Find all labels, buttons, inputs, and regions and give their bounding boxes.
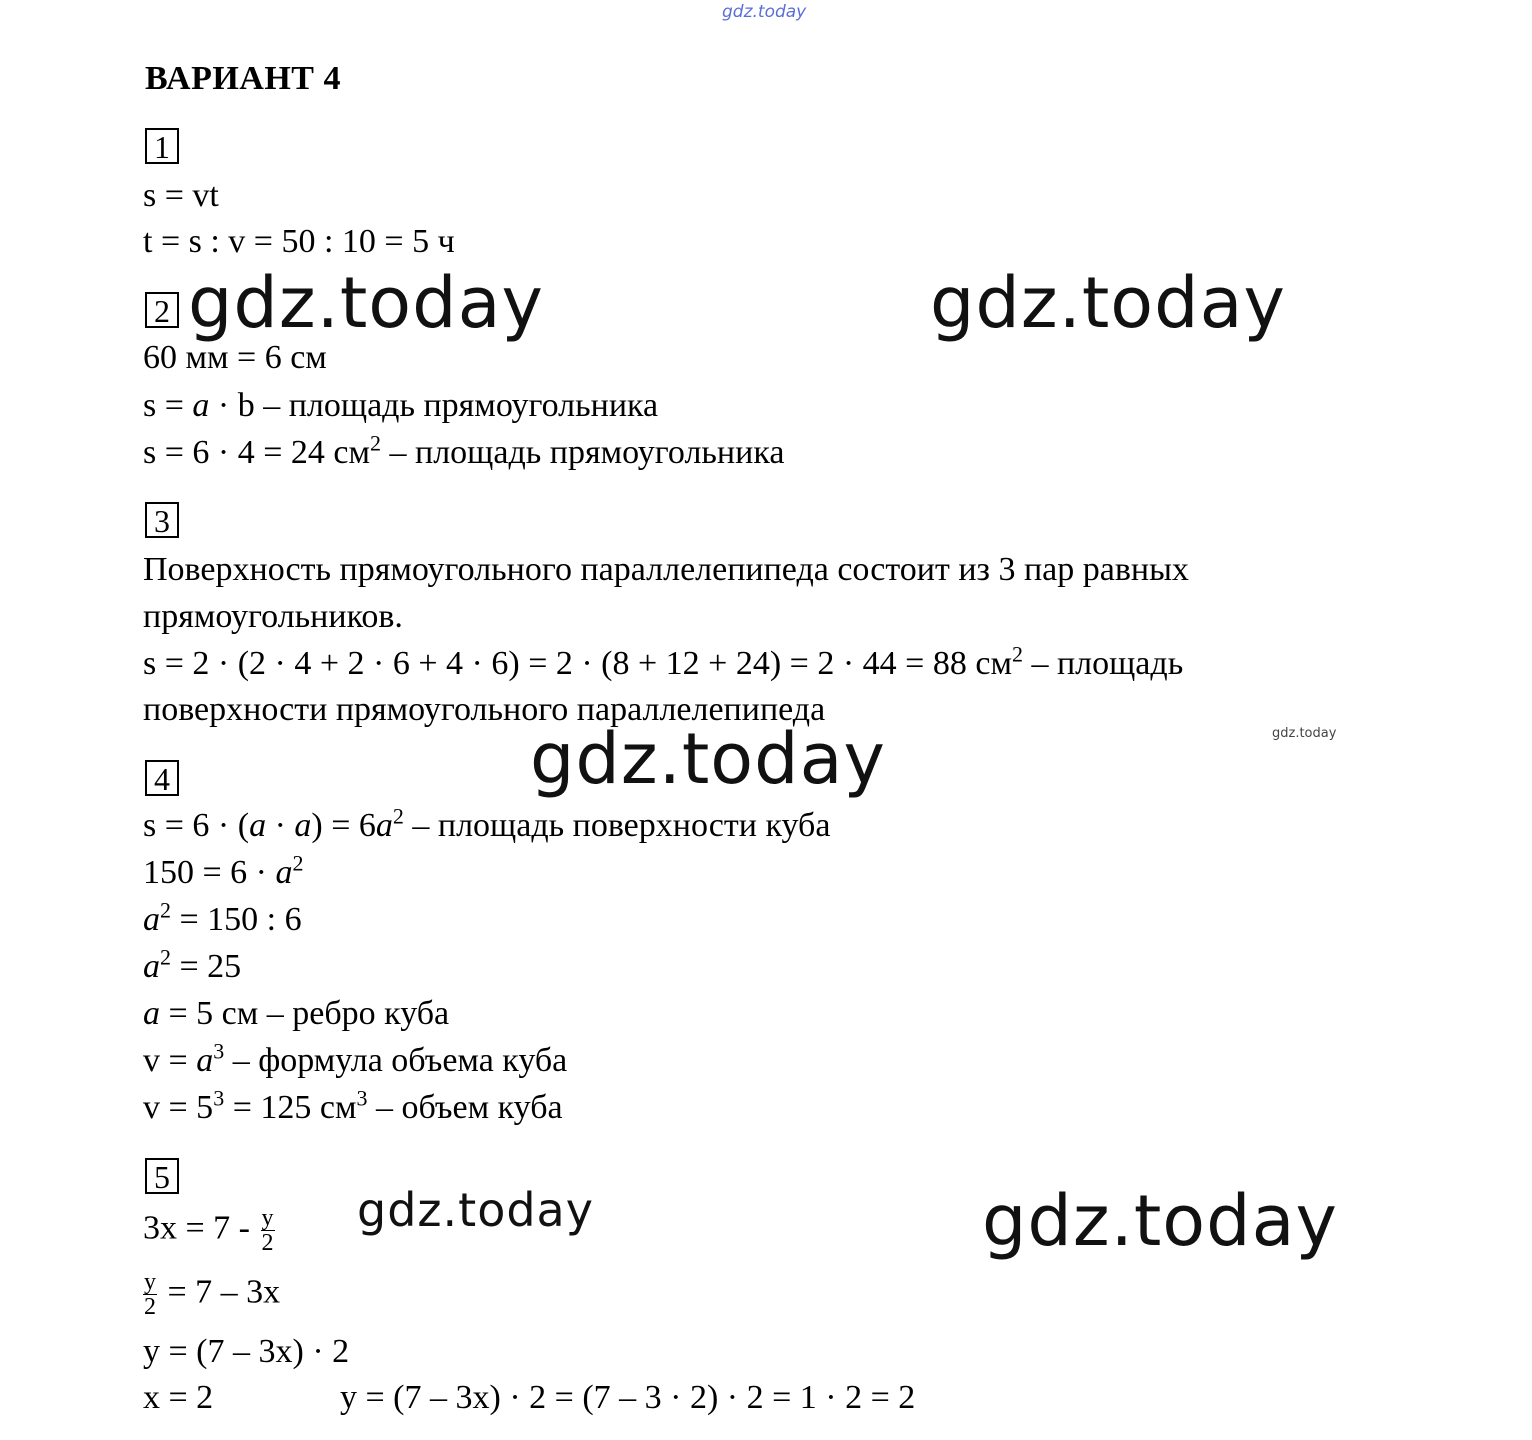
task-number-1: 1 <box>145 128 179 164</box>
task-number-4: 4 <box>145 760 179 796</box>
task5-line4-left: x = 2 <box>143 1379 214 1416</box>
task4-line7: $v = 5^3 = 125$ $см^3$ – объем куба <box>143 1085 563 1126</box>
task2-line1: 60 мм = 6 см <box>143 339 327 376</box>
page-title: ВАРИАНТ 4 <box>145 60 341 97</box>
watermark-large-4: gdz.today <box>982 1180 1338 1262</box>
watermark-large-2: gdz.today <box>930 262 1286 344</box>
task4-line1: $s = 6 \cdot (a \cdot a) = 6a^2$ – площадь поверхности куба <box>143 803 831 844</box>
task5-line3: y = (7 – 3x) · 2 <box>143 1333 350 1370</box>
task5-line1: 3x = 7 - $\frac{y}{2}$ <box>143 1205 274 1256</box>
task3-line1: Поверхность прямоугольного параллелепипеда состоит из 3 пар равных <box>143 551 1189 588</box>
task5-line2: $\frac{y}{2}$ = 7 – 3x <box>144 1269 281 1320</box>
task-number-5: 5 <box>145 1158 179 1194</box>
task4-line2: $150 = 6 \cdot a^2$ <box>143 850 304 891</box>
task5-line4-right: y = (7 – 3x) · 2 = (7 – 3 · 2) · 2 = 1 · 2 = 2 <box>340 1379 916 1416</box>
watermark-small: gdz.today <box>1272 726 1337 741</box>
task2-line3: s = 6 · 4 = 24 $см^2$ – площадь прямоугольника <box>143 430 785 471</box>
task2-line2: s = a · b – площадь прямоугольника <box>143 387 659 424</box>
task3-line2: прямоугольников. <box>143 598 403 635</box>
task3-line3: s = 2 · (2 · 4 + 2 · 6 + 4 · 6) = 2 · (8 + 12 + 24) = 2 · 44 = 88 $см^2$ – площадь <box>143 641 1184 682</box>
task4-line4: $a^2 = 25$ <box>143 944 242 985</box>
watermark-medium: gdz.today <box>357 1183 594 1237</box>
fraction-y-over-2: $\frac{y}{2}$ <box>261 1205 274 1256</box>
watermark-large-1: gdz.today <box>188 262 544 344</box>
task1-line2: t = s : v = 50 : 10 = 5 ч <box>143 223 455 260</box>
watermark-top: gdz.today <box>722 2 807 22</box>
task-number-2: 2 <box>145 292 179 328</box>
task4-line3: $a^2 = 150$ : 6 <box>143 897 302 938</box>
task3-line4: поверхности прямоугольного параллелепипеда <box>143 691 826 728</box>
task-number-3: 3 <box>145 502 179 538</box>
task4-line6: $v = a^3$ – формула объема куба <box>143 1038 568 1079</box>
watermark-large-3: gdz.today <box>530 718 886 800</box>
task1-line1: s = vt <box>143 177 219 214</box>
task4-line5: a = 5 см – ребро куба <box>143 995 450 1032</box>
fraction-y-over-2: $\frac{y}{2}$ <box>144 1269 156 1320</box>
